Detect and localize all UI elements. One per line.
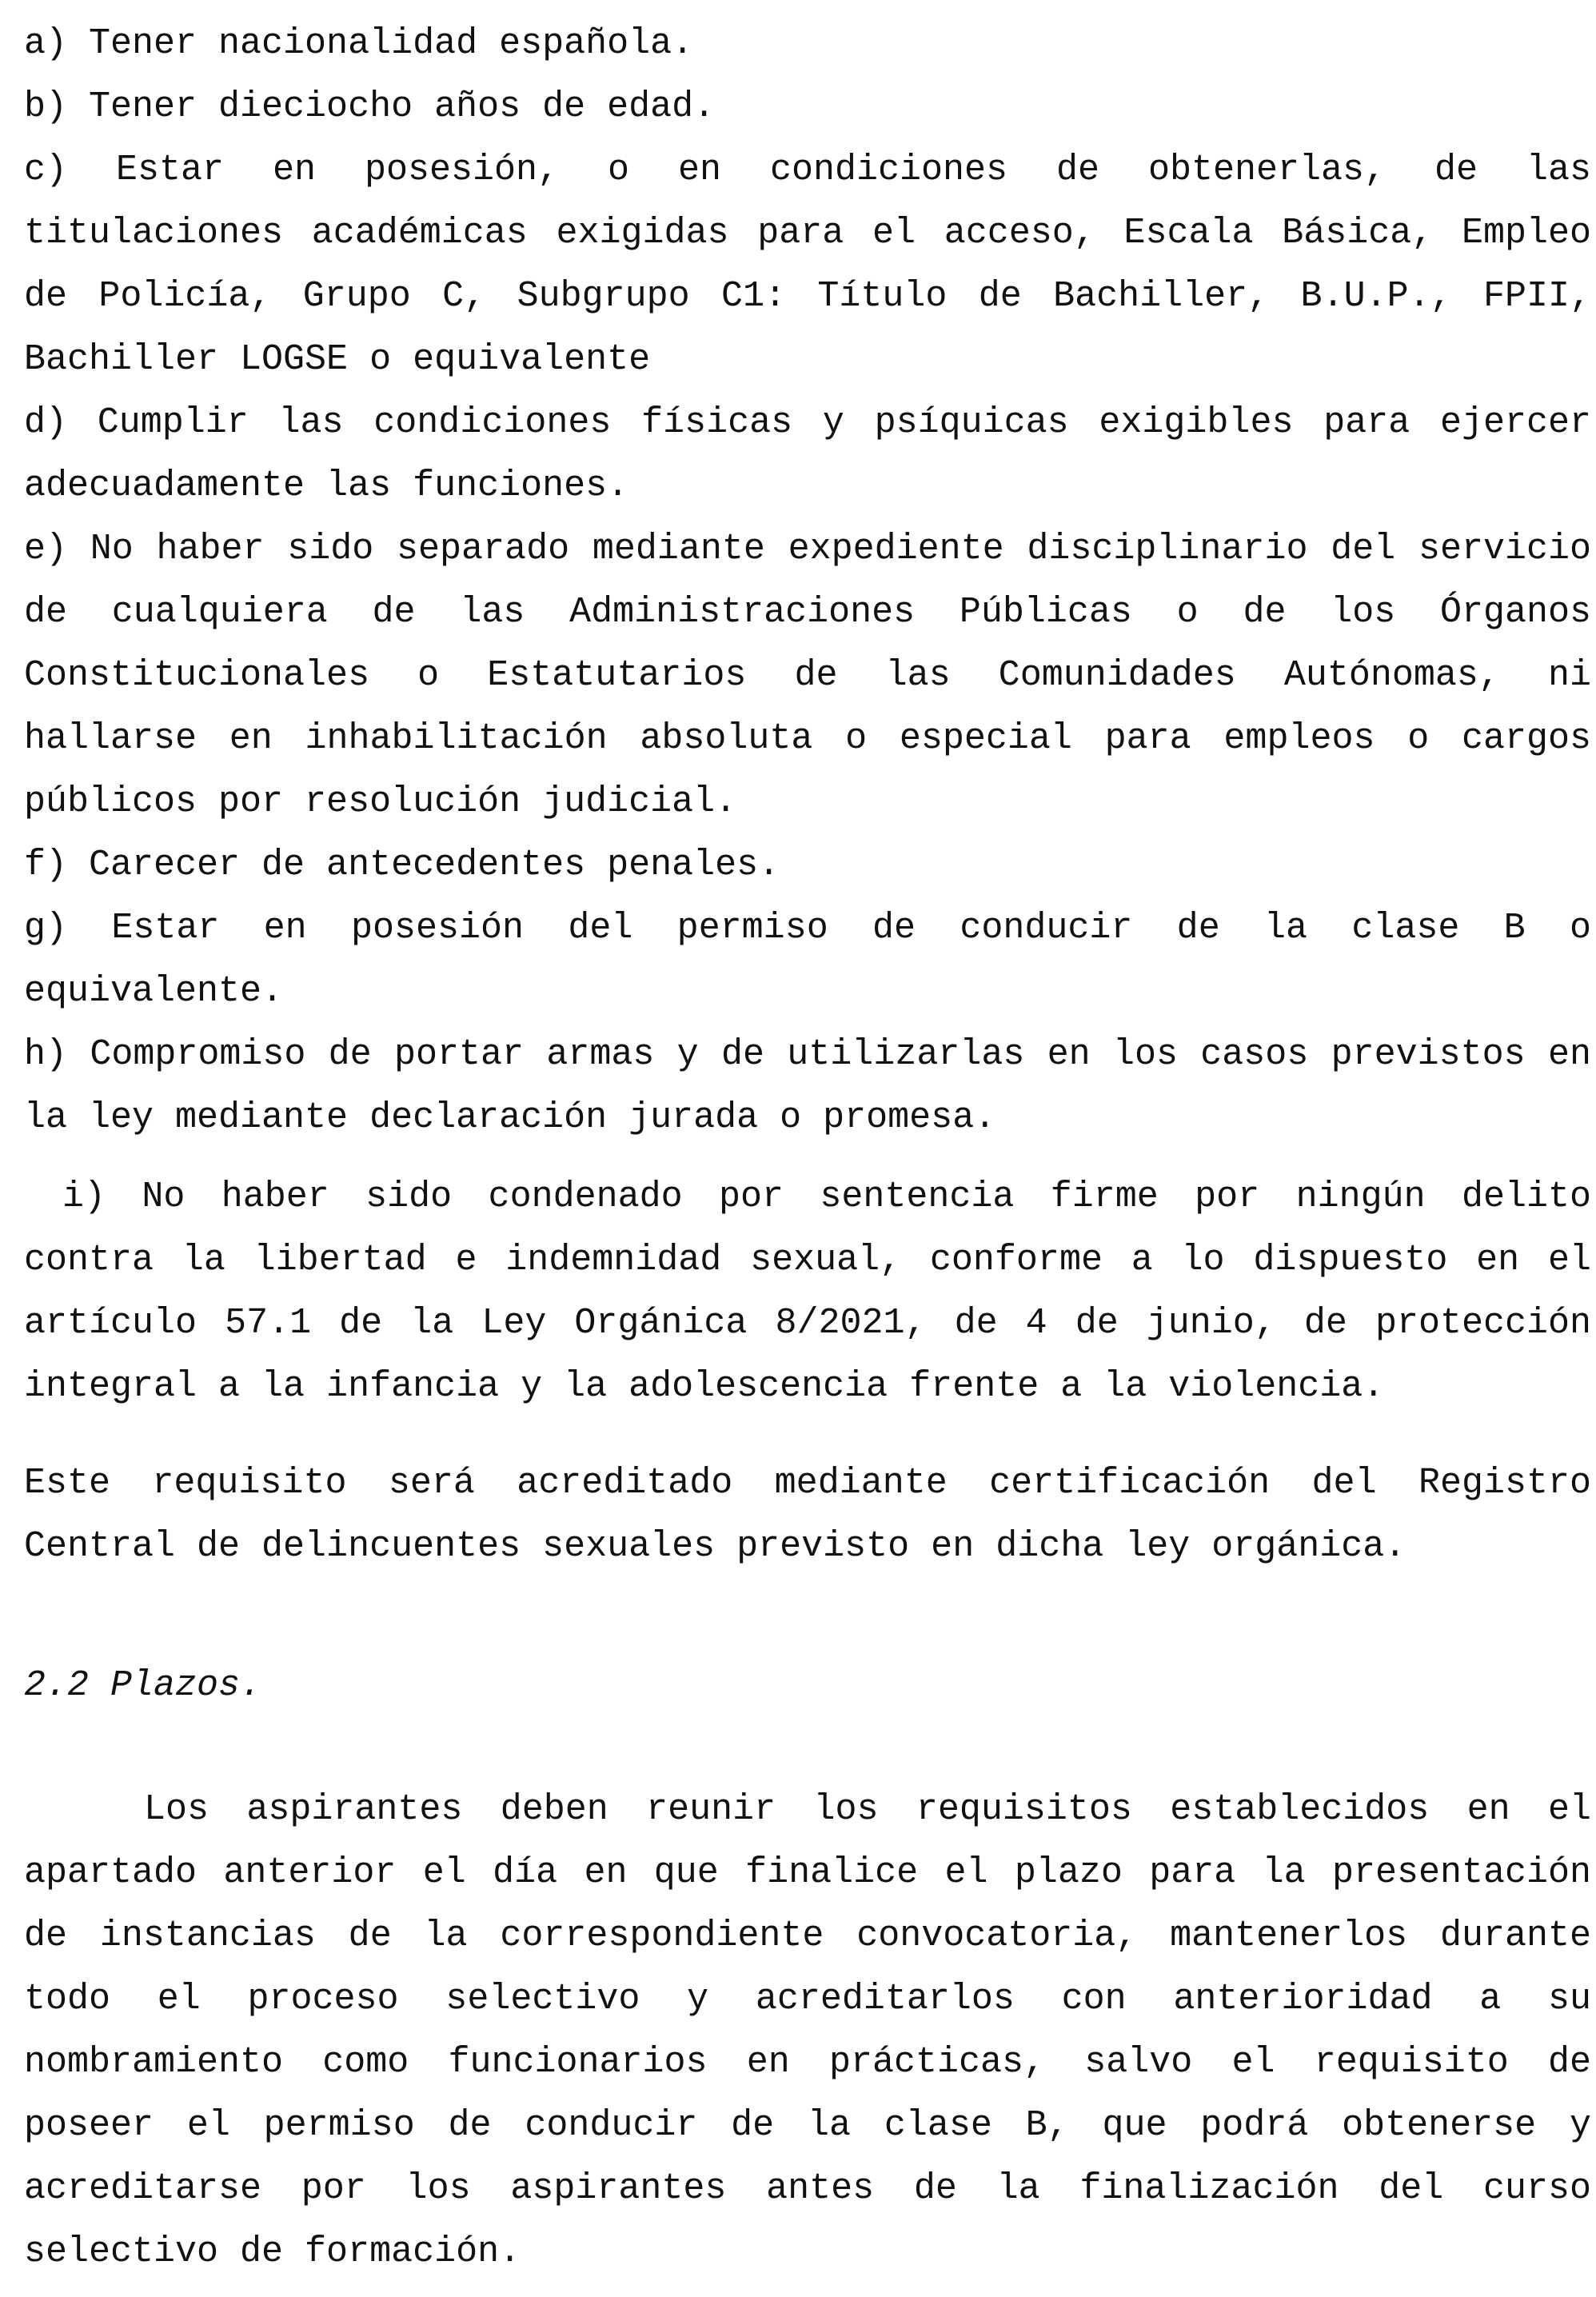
requirement-f: f) Carecer de antecedentes penales. (24, 845, 780, 885)
requirement-a: a) Tener nacionalidad española. (24, 23, 694, 64)
requirement-d: d) Cumplir las condiciones físicas y psíquicas exigibles para ejercer adecuadamente las funciones. (24, 402, 1591, 506)
requirement-c: c) Estar en posesión, o en condiciones de obtenerlas, de las titulaciones académicas exigidas para el acceso, Escala Básica, Empleo de Policía, Grupo C, Subgrupo C1: Título de Bachiller, B.U.P., FPII, Bachiller LOGSE o equivalente (24, 150, 1591, 380)
requirement-e: e) No haber sido separado mediante expediente disciplinario del servicio de cualquiera de las Administraciones Públicas o de los Órganos Constitucionales o Estatutarios de las Comunidades Autónomas, ni hallarse en inhabilitación absoluta o especial para empleos o cargos públicos por resolución judicial. (24, 529, 1591, 822)
requirement-b: b) Tener dieciocho años de edad. (24, 86, 716, 127)
requirement-h: h) Compromiso de portar armas y de utilizarlas en los casos previstos en la ley mediante declaración jurada o promesa. (24, 1034, 1591, 1138)
requirement-note: Este requisito será acreditado mediante certificación del Registro Central de delincuentes sexuales previsto en dicha ley orgánica. (24, 1463, 1591, 1567)
section-body: Los aspirantes deben reunir los requisitos establecidos en el apartado anterior el día en que finalice el plazo para la presentación de instancias de la correspondiente convocatoria, mantenerlos durante todo el proceso selectivo y acreditarlos con anterioridad a su nombramiento como funcionarios en prácticas, salvo el requisito de poseer el permiso de conducir de la clase B, que podrá obtenerse y acreditarse por los aspirantes antes de la finalización del curso selectivo de formación. (24, 1789, 1591, 2272)
requirement-g: g) Estar en posesión del permiso de conducir de la clase B o equivalente. (24, 908, 1591, 1012)
document-page (24, 12, 1591, 2283)
requirement-i: i) No haber sido condenado por sentencia firme por ningún delito contra la libertad e indemnidad sexual, conforme a lo dispuesto en el artículo 57.1 de la Ley Orgánica 8/2021, de 4 de junio, de protección integral a la infancia y la adolescencia frente a la violencia. (24, 1176, 1591, 1407)
section-title: 2.2 Plazos. (24, 1665, 262, 1706)
